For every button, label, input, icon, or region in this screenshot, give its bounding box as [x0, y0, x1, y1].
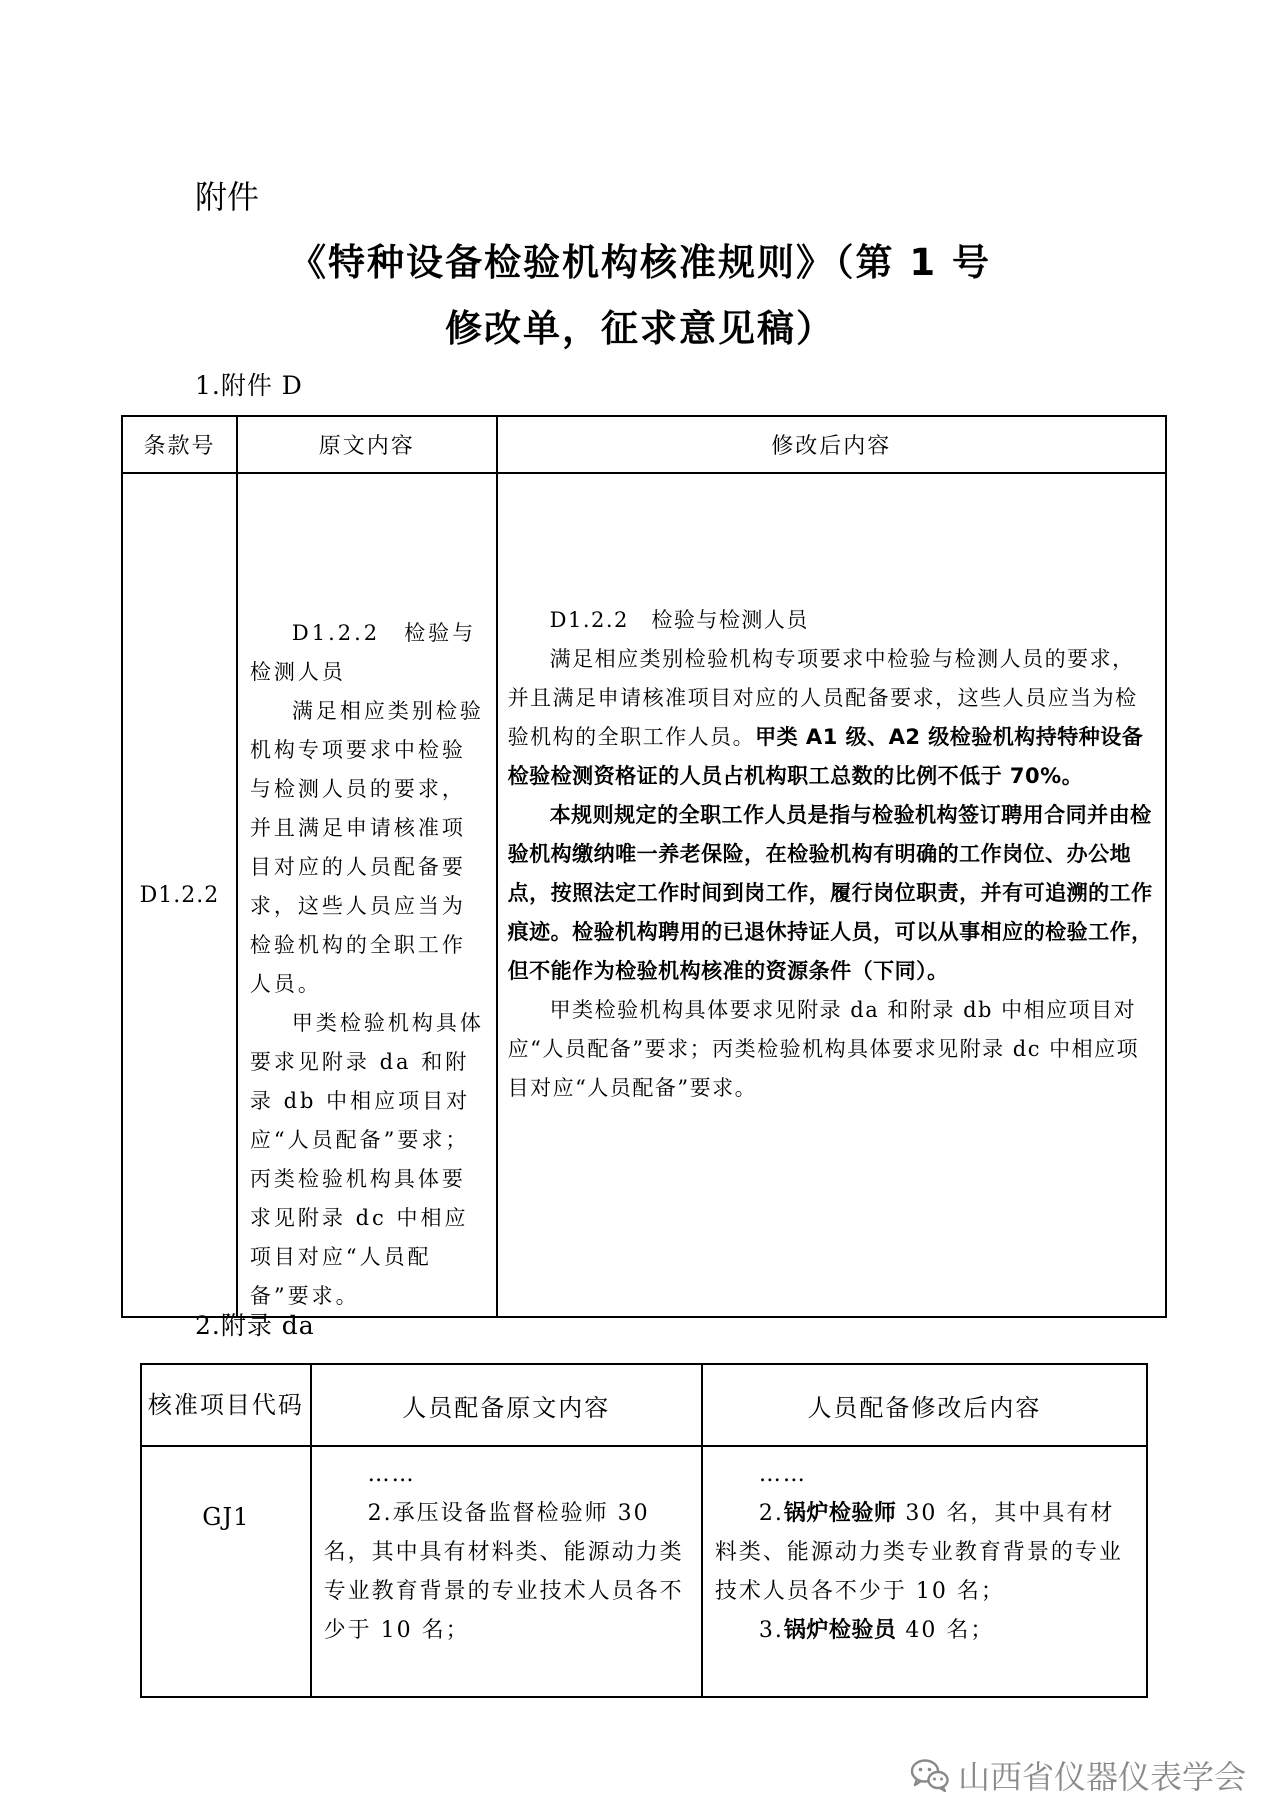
- original-paragraph: 甲类检验机构具体要求见附录 da 和附录 db 中相应项目对应“人员配备”要求；丙类检验机构具体要求见附录 dc 中相应项目对应“人员配备”要求。: [249, 1011, 484, 1308]
- ellipsis: ……: [758, 1462, 807, 1487]
- item-text: 40 名；: [896, 1618, 995, 1643]
- modified-paragraph: 甲类检验机构具体要求见附录 da 和附录 db 中相应项目对应“人员配备”要求；丙类检验机构具体要求见附录 dc 中相应项目对应“人员配备”要求。: [507, 998, 1140, 1100]
- section2-heading: 2.附录 da: [195, 1311, 315, 1340]
- header-project-code: 核准项目代码: [141, 1364, 311, 1446]
- item-number: 3.: [758, 1618, 784, 1643]
- watermark: [910, 1752, 1246, 1798]
- table-header-row: [122, 416, 1166, 473]
- header-original-content: 原文内容: [237, 416, 497, 473]
- watermark-text: 山西省仪器仪表学会: [957, 1758, 1246, 1796]
- table-row: [141, 1446, 1147, 1697]
- modified-staffing-item-3: [715, 1611, 1136, 1650]
- modified-bold-text: 甲类 A1 级、A2 级检验机构持特种设备检验检测资格证的人员占机构职工总数的比例不低于 70%。: [507, 725, 1144, 788]
- modified-staffing-item-2: [715, 1494, 1136, 1611]
- modified-paragraph: D1.2.2 检验与检测人员: [549, 608, 809, 632]
- original-paragraph: D1.2.2 检验与检测人员: [249, 621, 477, 684]
- clause-number-cell: D1.2.2: [122, 473, 237, 1317]
- wechat-icon: [910, 1758, 950, 1792]
- modified-staffing-cell: [702, 1446, 1147, 1697]
- ellipsis: ……: [367, 1462, 416, 1487]
- modified-text: 满足相应类别检验机构专项要求中检验与检测人员的要求，并且满足申请核准项目对应的人员配备要求，这些人员应当为检验机构的全职工作人员。: [507, 647, 1138, 749]
- header-modified-content: 修改后内容: [497, 416, 1166, 473]
- item-text: 30 名，其中具有材料类、能源动力类专业教育背景的专业技术人员各不少于 10 名；: [714, 1501, 1123, 1604]
- document-title-line2: 修改单，征求意见稿）: [445, 307, 835, 350]
- modified-bold-text: 锅炉检验员: [783, 1618, 897, 1643]
- section1-heading: 1.附件 D: [195, 371, 303, 400]
- original-staffing-item: 2.承压设备监督检验师 30 名，其中具有材料类、能源动力类专业教育背景的专业技术人员各不少于 10 名；: [323, 1501, 684, 1643]
- appendix-da-table: [140, 1363, 1148, 1698]
- original-content-cell: [237, 473, 497, 1317]
- header-clause-number: 条款号: [122, 416, 237, 473]
- table-row: [122, 473, 1166, 1317]
- header-modified-staffing: 人员配备修改后内容: [702, 1364, 1147, 1446]
- attachment-label: 附件: [195, 178, 260, 216]
- appendix-d-table: [121, 415, 1167, 1318]
- modified-content-cell: [497, 473, 1166, 1317]
- modified-bold-text: 锅炉检验师: [783, 1501, 897, 1526]
- modified-paragraph: [508, 640, 1155, 796]
- project-code-cell: GJ1: [141, 1446, 311, 1697]
- original-staffing-cell: [311, 1446, 702, 1697]
- header-original-staffing: 人员配备原文内容: [311, 1364, 702, 1446]
- modified-bold-paragraph: 本规则规定的全职工作人员是指与检验机构签订聘用合同并由检验机构缴纳唯一养老保险，在检验机构有明确的工作岗位、办公地点，按照法定工作时间到岗工作，履行岗位职责，并有可追溯的工作痕迹。检验机构聘用的已退休持证人员，可以从事相应的检验工作，但不能作为检验机构核准的资源条件（下同）。: [507, 803, 1153, 983]
- item-number: 2.: [758, 1501, 784, 1526]
- table-header-row: [141, 1364, 1147, 1446]
- document-title-line1: 《特种设备检验机构核准规则》（第 1 号: [288, 241, 991, 284]
- original-paragraph: 满足相应类别检验机构专项要求中检验与检测人员的要求，并且满足申请核准项目对应的人员配备要求，这些人员应当为检验机构的全职工作人员。: [249, 699, 484, 996]
